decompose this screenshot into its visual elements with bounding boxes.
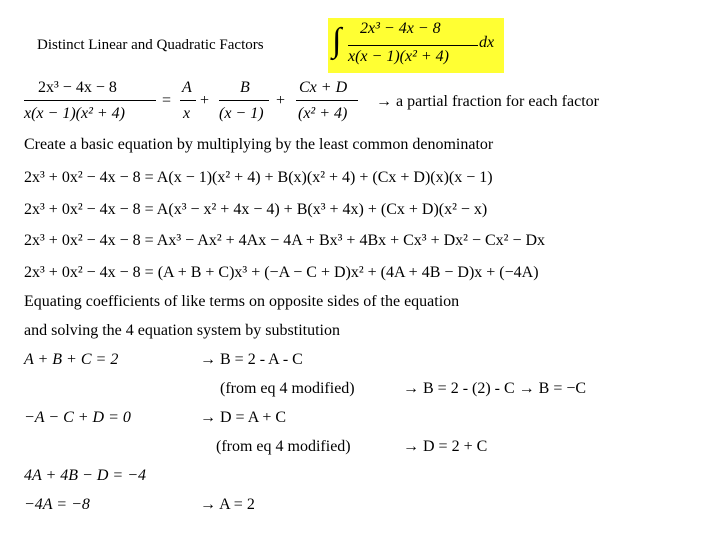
- integral-dx: dx: [479, 34, 495, 51]
- modified-note-1: (from eq 4 modified): [220, 380, 355, 397]
- modified-result-1: → B = 2 - (2) - C → B = −C: [403, 380, 587, 397]
- a-bar: [180, 100, 196, 101]
- lhs-denominator: x(x − 1)(x² + 4): [24, 105, 126, 122]
- instruction-equating: Equating coefficients of like terms on opposite sides of the equation: [24, 293, 460, 310]
- equation-2: 2x³ + 0x² − 4x − 8 = A(x³ − x² + 4x − 4) + B(x³ + 4x) + (Cx + D)(x² − x): [24, 201, 488, 218]
- lhs-bar: [24, 100, 156, 101]
- c-numerator: Cx + D: [299, 79, 348, 96]
- integral-denominator: x(x − 1)(x² + 4): [348, 48, 450, 65]
- equation-1: 2x³ + 0x² − 4x − 8 = A(x − 1)(x² + 4) + B(x)(x² + 4) + (Cx + D)(x)(x − 1): [24, 169, 493, 186]
- modified-note-2: (from eq 4 modified): [216, 438, 351, 455]
- a-denominator: x: [183, 105, 191, 122]
- page-title: Distinct Linear and Quadratic Factors: [37, 37, 264, 53]
- system-eq-2-result: → D = A + C: [200, 409, 287, 426]
- b-denominator: (x − 1): [219, 105, 264, 122]
- lhs-numerator: 2x³ − 4x − 8: [38, 79, 117, 96]
- plus-sign-1: +: [200, 92, 210, 109]
- system-eq-3: 4A + 4B − D = −4: [24, 467, 146, 484]
- system-eq-4: −4A = −8: [24, 496, 90, 513]
- system-eq-2: −A − C + D = 0: [24, 409, 131, 426]
- c-bar: [296, 100, 358, 101]
- c-denominator: (x² + 4): [298, 105, 348, 122]
- plus-sign-2: +: [276, 92, 286, 109]
- equation-4: 2x³ + 0x² − 4x − 8 = (A + B + C)x³ + (−A − C + D)x² + (4A + 4B − D)x + (−4A): [24, 264, 539, 281]
- system-eq-1-result: → B = 2 - A - C: [200, 351, 303, 368]
- instruction-multiply: Create a basic equation by multiplying by the least common denominator: [24, 136, 494, 153]
- a-numerator: A: [182, 79, 192, 96]
- system-eq-4-result: → A = 2: [200, 496, 255, 513]
- integral-sign: ∫: [332, 22, 342, 59]
- b-numerator: B: [240, 79, 250, 96]
- b-bar: [219, 100, 269, 101]
- integral-expression: [328, 18, 504, 73]
- equals-sign: =: [162, 92, 172, 109]
- instruction-solving: and solving the 4 equation system by substitution: [24, 322, 340, 339]
- integral-fraction-bar: [348, 45, 478, 46]
- decomposition-note: → a partial fraction for each factor: [376, 93, 599, 110]
- system-eq-1: A + B + C = 2: [24, 351, 119, 368]
- integral-numerator: 2x³ − 4x − 8: [360, 20, 441, 37]
- equation-3: 2x³ + 0x² − 4x − 8 = Ax³ − Ax² + 4Ax − 4A + Bx³ + 4Bx + Cx³ + Dx² − Cx² − Dx: [24, 232, 546, 249]
- modified-result-2: → D = 2 + C: [403, 438, 488, 455]
